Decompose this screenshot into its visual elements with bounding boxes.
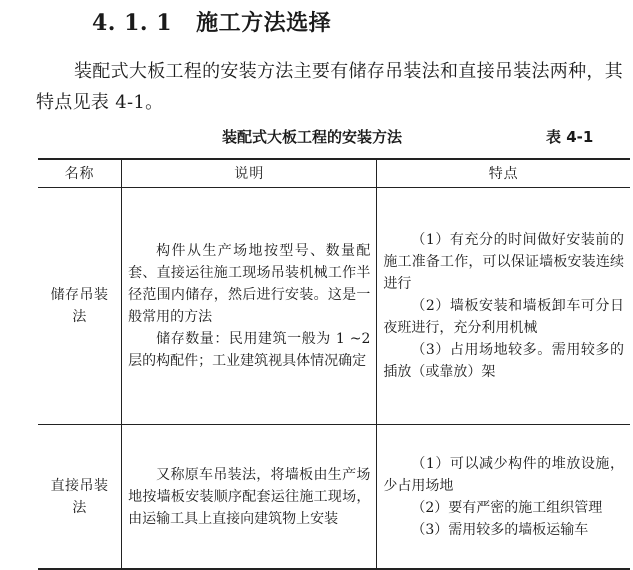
table-row (38, 188, 630, 425)
header-description: 说明 (122, 159, 377, 188)
method-name: 储存吊装法 (50, 287, 109, 325)
table-caption-title: 装配式大板工程的安装方法 (222, 128, 403, 146)
feature-item: （1）有充分的时间做好安装前的施工准备工作，可以保证墙板安装连续进行 (383, 232, 624, 292)
method-features (377, 188, 630, 425)
description-paragraph: 储存数量：民用建筑一般为 1 ~2层的构配件；工业建筑视具体情况确定 (128, 331, 371, 369)
methods-table (38, 158, 630, 570)
feature-item: （3）需用较多的墙板运输车 (411, 521, 589, 538)
method-name: 直接吊装法 (38, 425, 122, 570)
table-row (38, 425, 630, 570)
header-features: 特点 (377, 159, 630, 188)
feature-item: （2）墙板安装和墙板卸车可分日夜班进行，充分利用机械 (383, 298, 624, 336)
section-number: 4. 1. 1 (92, 10, 173, 36)
method-description (122, 425, 377, 570)
header-name: 名称 (38, 159, 122, 188)
method-features (377, 425, 630, 570)
table-caption (0, 126, 633, 150)
feature-item: （2）要有严密的施工组织管理 (411, 499, 603, 516)
description-paragraph: 又称原车吊装法，将墙板由生产场地按墙板安装顺序配套运往施工现场，由运输工具上直接向建筑物上安装 (128, 466, 371, 527)
feature-item: （3）占用场地较多。需用较多的插放（或靠放）架 (383, 342, 624, 380)
feature-item: （1）可以减少构件的堆放设施，少占用场地 (383, 455, 624, 494)
intro-paragraph: 装配式大板工程的安装方法主要有储存吊装法和直接吊装法两种，其特点见表 4-1。 (36, 61, 623, 113)
description-paragraph: 构件从生产场地按型号、数量配套、直接运往施工现场吊装机械工作半径范围内储存，然后进行安装。这是一般常用的方法 (128, 243, 371, 325)
table-caption-number: 表 4-1 (546, 128, 594, 146)
section-heading (92, 6, 331, 37)
table-header-row (38, 159, 630, 188)
section-title: 施工方法选择 (196, 11, 332, 36)
method-description (122, 188, 377, 425)
